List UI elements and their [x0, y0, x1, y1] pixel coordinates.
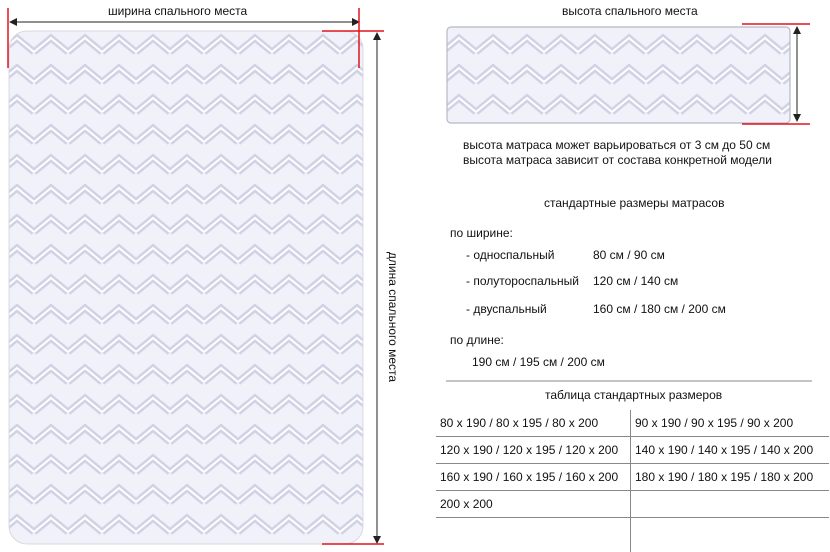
size-values-one-and-half: 120 см / 140 см	[593, 274, 679, 288]
table-row	[436, 518, 829, 552]
table-row	[436, 464, 829, 491]
length-label: длина спального места	[386, 251, 400, 383]
note-height-depends: высота матраса зависит от состава конкретной модели	[463, 153, 772, 167]
table-title: таблица стандартных размеров	[545, 388, 723, 402]
size-type-single: - односпальный	[466, 248, 555, 262]
sizes-table	[436, 410, 829, 552]
table-cell: 80 x 190 / 80 x 195 / 80 x 200	[440, 416, 599, 430]
table-row	[436, 437, 829, 464]
table-row	[436, 491, 829, 518]
table-cell: 200 x 200	[440, 497, 493, 511]
by-width-label: по ширине:	[450, 226, 513, 240]
table-cell: 160 x 190 / 160 x 195 / 160 x 200	[440, 470, 619, 484]
standard-heading: стандартные размеры матрасов	[544, 196, 725, 210]
length-values: 190 см / 195 см / 200 см	[472, 355, 605, 369]
note-height-range: высота матраса может варьироваться от 3 см до 50 см	[463, 138, 771, 152]
table-cell: 140 x 190 / 140 x 195 / 140 x 200	[631, 437, 830, 464]
size-type-one-and-half: - полутороспальный	[466, 274, 580, 288]
mattress-side-view	[447, 27, 790, 123]
table-cell: 120 x 190 / 120 x 195 / 120 x 200	[440, 443, 619, 457]
size-values-double: 160 см / 180 см / 200 см	[593, 302, 726, 316]
mattress-top-view	[9, 31, 363, 544]
table-cell	[631, 518, 830, 552]
table-cell	[436, 518, 631, 552]
table-row	[436, 410, 829, 437]
width-label: ширина спального места	[108, 4, 248, 18]
table-cell: 180 x 190 / 180 x 195 / 180 x 200	[631, 464, 830, 491]
size-values-single: 80 см / 90 см	[593, 248, 665, 262]
size-type-double: - двуспальный	[466, 302, 547, 316]
by-length-label: по длине:	[450, 333, 504, 347]
table-cell: 90 x 190 / 90 x 195 / 90 x 200	[631, 410, 830, 437]
table-cell	[631, 491, 830, 518]
height-label: высота спального места	[562, 4, 698, 18]
